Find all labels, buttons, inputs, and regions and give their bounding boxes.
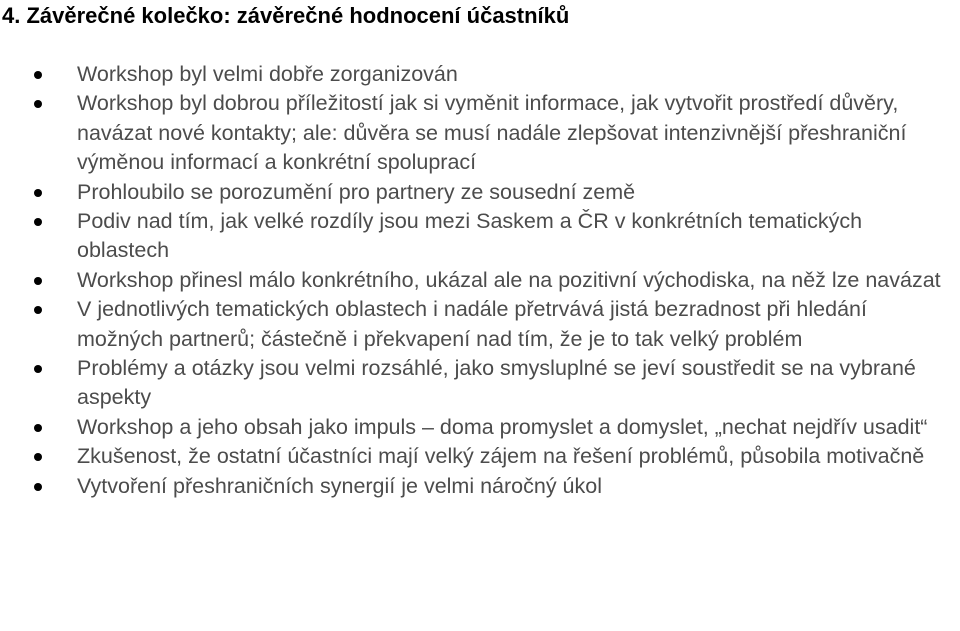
bullet-text: Workshop a jeho obsah jako impuls – doma promyslet a domyslet, „nechat nejdřív usadit“ — [77, 414, 928, 439]
bullet-item — [0, 60, 960, 89]
bullet-text: Workshop byl velmi dobře zorganizován — [77, 62, 458, 86]
bullet-dot-icon — [34, 277, 42, 285]
bullet-dot-icon — [34, 218, 42, 226]
bullet-item — [0, 207, 960, 266]
bullet-text: Problémy a otázky jsou velmi rozsáhlé, jako smysluplné se jeví soustředit se na vybrané aspekty — [77, 356, 916, 410]
bullet-item — [0, 442, 960, 471]
bullet-text: Prohloubilo se porozumění pro partnery ze sousední země — [77, 179, 636, 204]
bullet-dot-icon — [34, 365, 42, 373]
bullet-item — [0, 413, 960, 442]
bullet-text: Zkušenost, že ostatní účastníci mají velký zájem na řešení problémů, působila motivačně — [77, 444, 925, 469]
bullet-dot-icon — [34, 306, 42, 314]
bullet-dot-icon — [34, 189, 42, 197]
bullet-dot-icon — [34, 71, 42, 79]
bullet-item — [0, 178, 960, 207]
bullet-dot-icon — [34, 483, 42, 491]
bullet-item — [0, 472, 960, 501]
bullet-dot-icon — [34, 453, 42, 461]
bullet-text: Vytvoření přeshraničních synergií je velmi náročný úkol — [77, 473, 602, 498]
bullet-text: Workshop byl dobrou příležitostí jak si vyměnit informace, jak vytvořit prostředí důvěry, navázat nové kontakty; ale: důvěra se musí nadále zlepšovat intenzivnější přeshraniční výměnou informací a konkrétní spoluprací — [77, 91, 907, 175]
bullet-text: Workshop přinesl málo konkrétního, ukázal ale na pozitivní východiska, na něž lze navázat — [77, 267, 941, 292]
bullet-dot-icon — [34, 424, 42, 432]
bullet-item — [0, 89, 960, 177]
bullet-item — [0, 354, 960, 413]
bullet-item — [0, 295, 960, 354]
slide-title: 4. Závěrečné kolečko: závěrečné hodnocení účastníků — [2, 3, 570, 28]
bullet-list — [0, 60, 960, 501]
bullet-text: Podiv nad tím, jak velké rozdíly jsou mezi Saskem a ČR v konkrétních tematických oblastech — [77, 209, 863, 263]
bullet-text: V jednotlivých tematických oblastech i nadále přetrvává jistá bezradnost při hledání možných partnerů; částečně i překvapení nad tím, že je to tak velký problém — [77, 297, 867, 351]
bullet-item — [0, 266, 960, 295]
bullet-dot-icon — [34, 100, 42, 108]
